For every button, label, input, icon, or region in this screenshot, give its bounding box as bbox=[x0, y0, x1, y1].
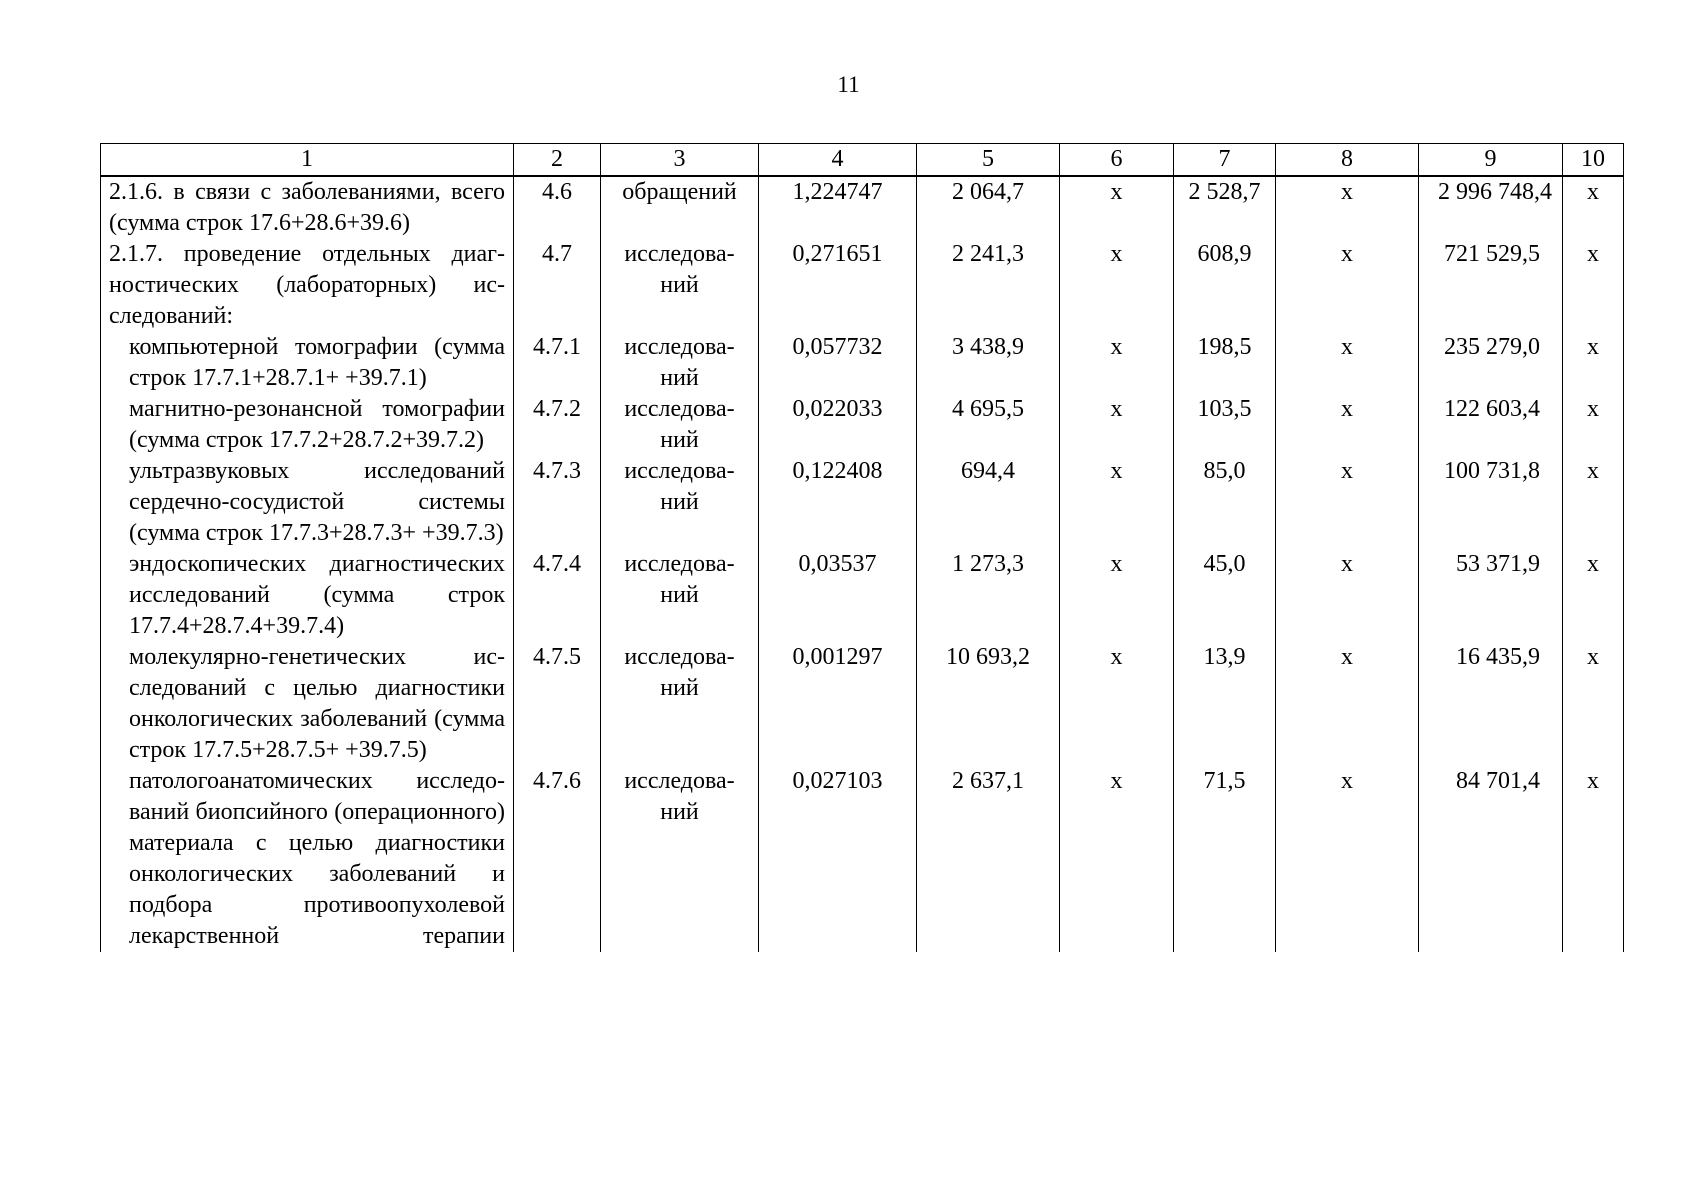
header-row bbox=[101, 144, 1624, 177]
row-unit: исследований bbox=[601, 394, 759, 456]
table-row bbox=[101, 642, 1624, 766]
cell-col7: 71,5 bbox=[1174, 766, 1276, 952]
column-header: 4 bbox=[759, 144, 917, 177]
cell-col9: 122 603,4 bbox=[1419, 394, 1563, 456]
row-unit: исследований bbox=[601, 549, 759, 642]
cell-col6: х bbox=[1060, 176, 1174, 239]
row-name: 2.1.7. проведение отдельных диагностических (лабораторных) исследований: bbox=[101, 239, 514, 332]
row-code: 4.7.3 bbox=[514, 456, 601, 549]
cell-col7: 45,0 bbox=[1174, 549, 1276, 642]
cell-col10: х bbox=[1563, 394, 1624, 456]
cell-col4: 0,271651 bbox=[759, 239, 917, 332]
row-unit: исследований bbox=[601, 456, 759, 549]
cell-col6: х bbox=[1060, 394, 1174, 456]
row-unit: исследований bbox=[601, 642, 759, 766]
column-header: 7 bbox=[1174, 144, 1276, 177]
cell-col8: х bbox=[1276, 766, 1419, 952]
cell-col9: 53 371,9 bbox=[1419, 549, 1563, 642]
row-unit: исследований bbox=[601, 332, 759, 394]
row-name: патологоанатомических исследований биопсийного (операционного) материала с целью диагностики онкологических заболеваний и подбора противоопухолевой лекарственной терапии bbox=[101, 766, 514, 952]
cell-col6: х bbox=[1060, 332, 1174, 394]
row-name: 2.1.6. в связи с заболеваниями, всего (сумма строк 17.6+28.6+39.6) bbox=[101, 176, 514, 239]
cell-col8: х bbox=[1276, 642, 1419, 766]
cell-col9: 235 279,0 bbox=[1419, 332, 1563, 394]
row-unit: обращений bbox=[601, 176, 759, 239]
row-code: 4.7.4 bbox=[514, 549, 601, 642]
row-name: молекулярно-генетических исследований с целью диагностики онкологических заболеваний (сумма строк 17.7.5+28.7.5+ +39.7.5) bbox=[101, 642, 514, 766]
cell-col10: х bbox=[1563, 456, 1624, 549]
row-unit: исследований bbox=[601, 239, 759, 332]
cell-col7: 2 528,7 bbox=[1174, 176, 1276, 239]
row-name: магнитно-резонансной томографии (сумма строк 17.7.2+28.7.2+39.7.2) bbox=[101, 394, 514, 456]
column-header: 5 bbox=[917, 144, 1060, 177]
row-code: 4.7.5 bbox=[514, 642, 601, 766]
cell-col6: х bbox=[1060, 766, 1174, 952]
cell-col5: 10 693,2 bbox=[917, 642, 1060, 766]
row-code: 4.7.2 bbox=[514, 394, 601, 456]
cell-col4: 1,224747 bbox=[759, 176, 917, 239]
table-row bbox=[101, 394, 1624, 456]
cell-col9: 16 435,9 bbox=[1419, 642, 1563, 766]
cell-col8: х bbox=[1276, 549, 1419, 642]
column-header: 6 bbox=[1060, 144, 1174, 177]
column-header: 10 bbox=[1563, 144, 1624, 177]
cell-col8: х bbox=[1276, 176, 1419, 239]
row-code: 4.7.1 bbox=[514, 332, 601, 394]
row-code: 4.6 bbox=[514, 176, 601, 239]
cell-col4: 0,057732 bbox=[759, 332, 917, 394]
cell-col10: х bbox=[1563, 239, 1624, 332]
row-name: эндоскопических диагностических исследований (сумма строк 17.7.4+28.7.4+39.7.4) bbox=[101, 549, 514, 642]
table-row bbox=[101, 766, 1624, 952]
column-header: 2 bbox=[514, 144, 601, 177]
cell-col8: х bbox=[1276, 456, 1419, 549]
cell-col5: 2 241,3 bbox=[917, 239, 1060, 332]
cell-col7: 103,5 bbox=[1174, 394, 1276, 456]
cell-col10: х bbox=[1563, 766, 1624, 952]
cell-col7: 608,9 bbox=[1174, 239, 1276, 332]
cell-col4: 0,122408 bbox=[759, 456, 917, 549]
table-row bbox=[101, 549, 1624, 642]
table-row bbox=[101, 456, 1624, 549]
cell-col4: 0,022033 bbox=[759, 394, 917, 456]
column-header: 3 bbox=[601, 144, 759, 177]
cell-col9: 100 731,8 bbox=[1419, 456, 1563, 549]
cell-col6: х bbox=[1060, 549, 1174, 642]
cell-col5: 2 637,1 bbox=[917, 766, 1060, 952]
cell-col9: 721 529,5 bbox=[1419, 239, 1563, 332]
table-row bbox=[101, 176, 1624, 239]
cell-col9: 84 701,4 bbox=[1419, 766, 1563, 952]
cell-col7: 198,5 bbox=[1174, 332, 1276, 394]
cell-col8: х bbox=[1276, 239, 1419, 332]
cell-col6: х bbox=[1060, 642, 1174, 766]
cell-col10: х bbox=[1563, 176, 1624, 239]
cell-col7: 85,0 bbox=[1174, 456, 1276, 549]
cell-col5: 1 273,3 bbox=[917, 549, 1060, 642]
cell-col10: х bbox=[1563, 332, 1624, 394]
cell-col6: х bbox=[1060, 239, 1174, 332]
column-header: 9 bbox=[1419, 144, 1563, 177]
cell-col10: х bbox=[1563, 642, 1624, 766]
row-unit: исследований bbox=[601, 766, 759, 952]
cell-col8: х bbox=[1276, 394, 1419, 456]
row-code: 4.7 bbox=[514, 239, 601, 332]
cell-col5: 2 064,7 bbox=[917, 176, 1060, 239]
cell-col4: 0,027103 bbox=[759, 766, 917, 952]
cell-col4: 0,001297 bbox=[759, 642, 917, 766]
page-number: 11 bbox=[837, 72, 860, 97]
cell-col5: 694,4 bbox=[917, 456, 1060, 549]
cell-col6: х bbox=[1060, 456, 1174, 549]
column-header: 1 bbox=[101, 144, 514, 177]
data-table bbox=[100, 143, 1624, 952]
row-name: компьютерной томографии (сумма строк 17.7.1+28.7.1+ +39.7.1) bbox=[101, 332, 514, 394]
table-row bbox=[101, 332, 1624, 394]
cell-col5: 4 695,5 bbox=[917, 394, 1060, 456]
cell-col5: 3 438,9 bbox=[917, 332, 1060, 394]
cell-col4: 0,03537 bbox=[759, 549, 917, 642]
cell-col8: х bbox=[1276, 332, 1419, 394]
table-row bbox=[101, 239, 1624, 332]
cell-col9: 2 996 748,4 bbox=[1419, 176, 1563, 239]
column-header: 8 bbox=[1276, 144, 1419, 177]
row-code: 4.7.6 bbox=[514, 766, 601, 952]
cell-col10: х bbox=[1563, 549, 1624, 642]
row-name: ультразвуковых исследований сердечно-сосудистой системы (сумма строк 17.7.3+28.7.3+ +39.7.3) bbox=[101, 456, 514, 549]
cell-col7: 13,9 bbox=[1174, 642, 1276, 766]
